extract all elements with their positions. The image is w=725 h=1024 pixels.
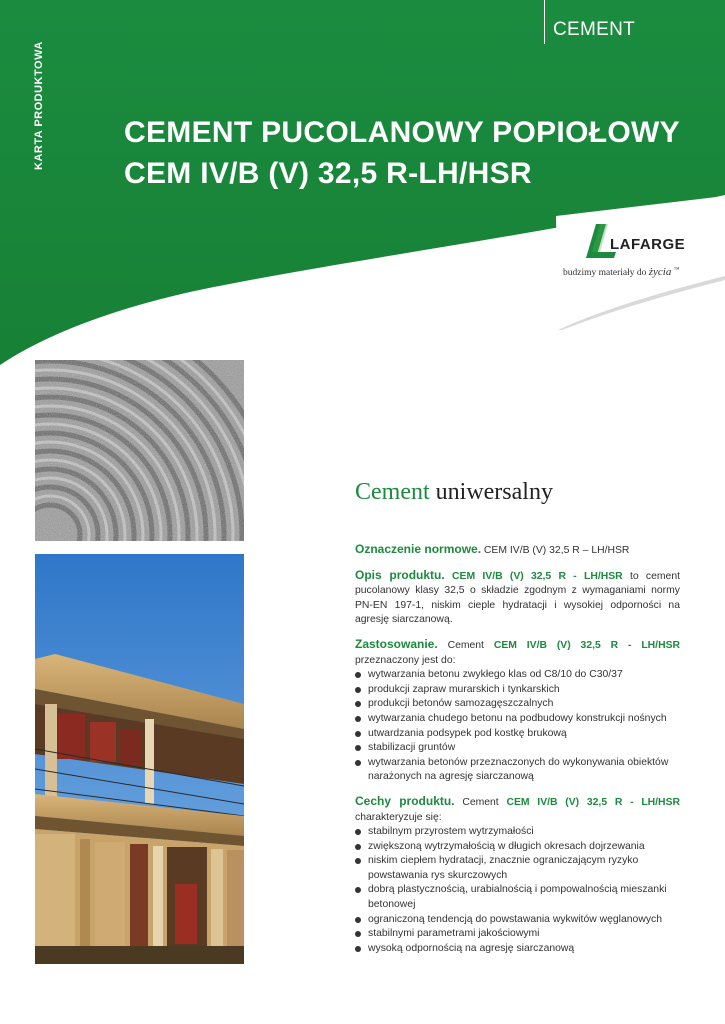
zastosowanie-post: przeznaczony jest do:: [355, 654, 456, 666]
headline-green: Cement: [355, 479, 430, 505]
list-item: produkcji zapraw murarskich i tynkarskich: [355, 683, 680, 698]
opis-code: CEM IV/B (V) 32,5 R - LH/HSR: [452, 570, 623, 582]
list-item: produkcji betonów samozagęszczalnych: [355, 697, 680, 712]
headline-dark: uniwersalny: [435, 479, 553, 505]
brand-logo: LAFARGE: [610, 236, 686, 253]
section-opis: [355, 568, 680, 628]
list-item: zwiększoną wytrzymałością w długich okresach dojrzewania: [355, 840, 680, 855]
category-label: CEMENT: [553, 19, 636, 40]
concrete-texture-photo: [35, 360, 244, 541]
page-title: [124, 112, 680, 194]
opis-heading: Opis produktu.: [355, 567, 445, 582]
cechy-post: charakteryzuje się:: [355, 811, 442, 823]
oznaczenie-heading: Oznaczenie normowe.: [355, 542, 482, 556]
list-item: wytwarzania betonów przeznaczonych do wykonywania obiektów narażonych na agresję siarczanową: [355, 756, 680, 785]
cechy-heading: Cechy produktu.: [355, 793, 455, 808]
list-item: utwardzania podsypek pod kostkę brukową: [355, 727, 680, 742]
tagline-italic: życia: [648, 266, 672, 278]
section-cechy: [355, 794, 680, 825]
list-item: wytwarzania betonu zwykłego klas od C8/10 do C30/37: [355, 668, 680, 683]
title-line-1: CEMENT PUCOLANOWY POPIOŁOWY: [124, 116, 680, 149]
zastosowanie-pre: Cement: [447, 639, 484, 651]
building-photo: [35, 554, 244, 964]
opis-text: to cement pucolanowy klasy 32,5 o składzie zgodnym z wymaganiami normy PN-EN 197-1, niskim cieple hydratacji i wysokiej odporności na agresję siarczanową.: [355, 570, 680, 626]
zastosowanie-list: [355, 668, 680, 785]
cechy-pre: Cement: [462, 796, 499, 808]
logo-panel: [556, 196, 725, 330]
zastosowanie-code: CEM IV/B (V) 32,5 R - LH/HSR: [493, 639, 681, 651]
side-label: KARTA PRODUKTOWA: [33, 41, 45, 170]
list-item: stabilnym przyrostem wytrzymałości: [355, 825, 680, 840]
trademark: ™: [673, 266, 680, 273]
list-item: wysoką odpornością na agresję siarczanową: [355, 942, 680, 957]
cechy-code: CEM IV/B (V) 32,5 R - LH/HSR: [506, 796, 680, 808]
list-item: ograniczoną tendencją do powstawania wykwitów węglanowych: [355, 913, 680, 928]
brand-tagline: budzimy materiały do życia ™: [563, 266, 680, 278]
section-oznaczenie: [355, 542, 680, 559]
category-divider: [544, 0, 545, 44]
list-item: niskim ciepłem hydratacji, znacznie ograniczającym ryzyko powstawania rys skurczowych: [355, 854, 680, 883]
list-item: dobrą plastycznością, urabialnością i pompowalnością mieszanki betonowej: [355, 883, 680, 912]
title-line-2: CEM IV/B (V) 32,5 R-LH/HSR: [124, 157, 532, 190]
cechy-list: [355, 825, 680, 956]
oznaczenie-text: CEM IV/B (V) 32,5 R – LH/HSR: [483, 545, 630, 556]
headline: [355, 479, 553, 506]
section-zastosowanie: [355, 637, 680, 668]
list-item: stabilizacji gruntów: [355, 741, 680, 756]
list-item: stabilnymi parametrami jakościowymi: [355, 927, 680, 942]
product-description: [355, 542, 680, 965]
list-item: wytwarzania chudego betonu na podbudowy konstrukcji nośnych: [355, 712, 680, 727]
zastosowanie-heading: Zastosowanie.: [355, 636, 438, 651]
